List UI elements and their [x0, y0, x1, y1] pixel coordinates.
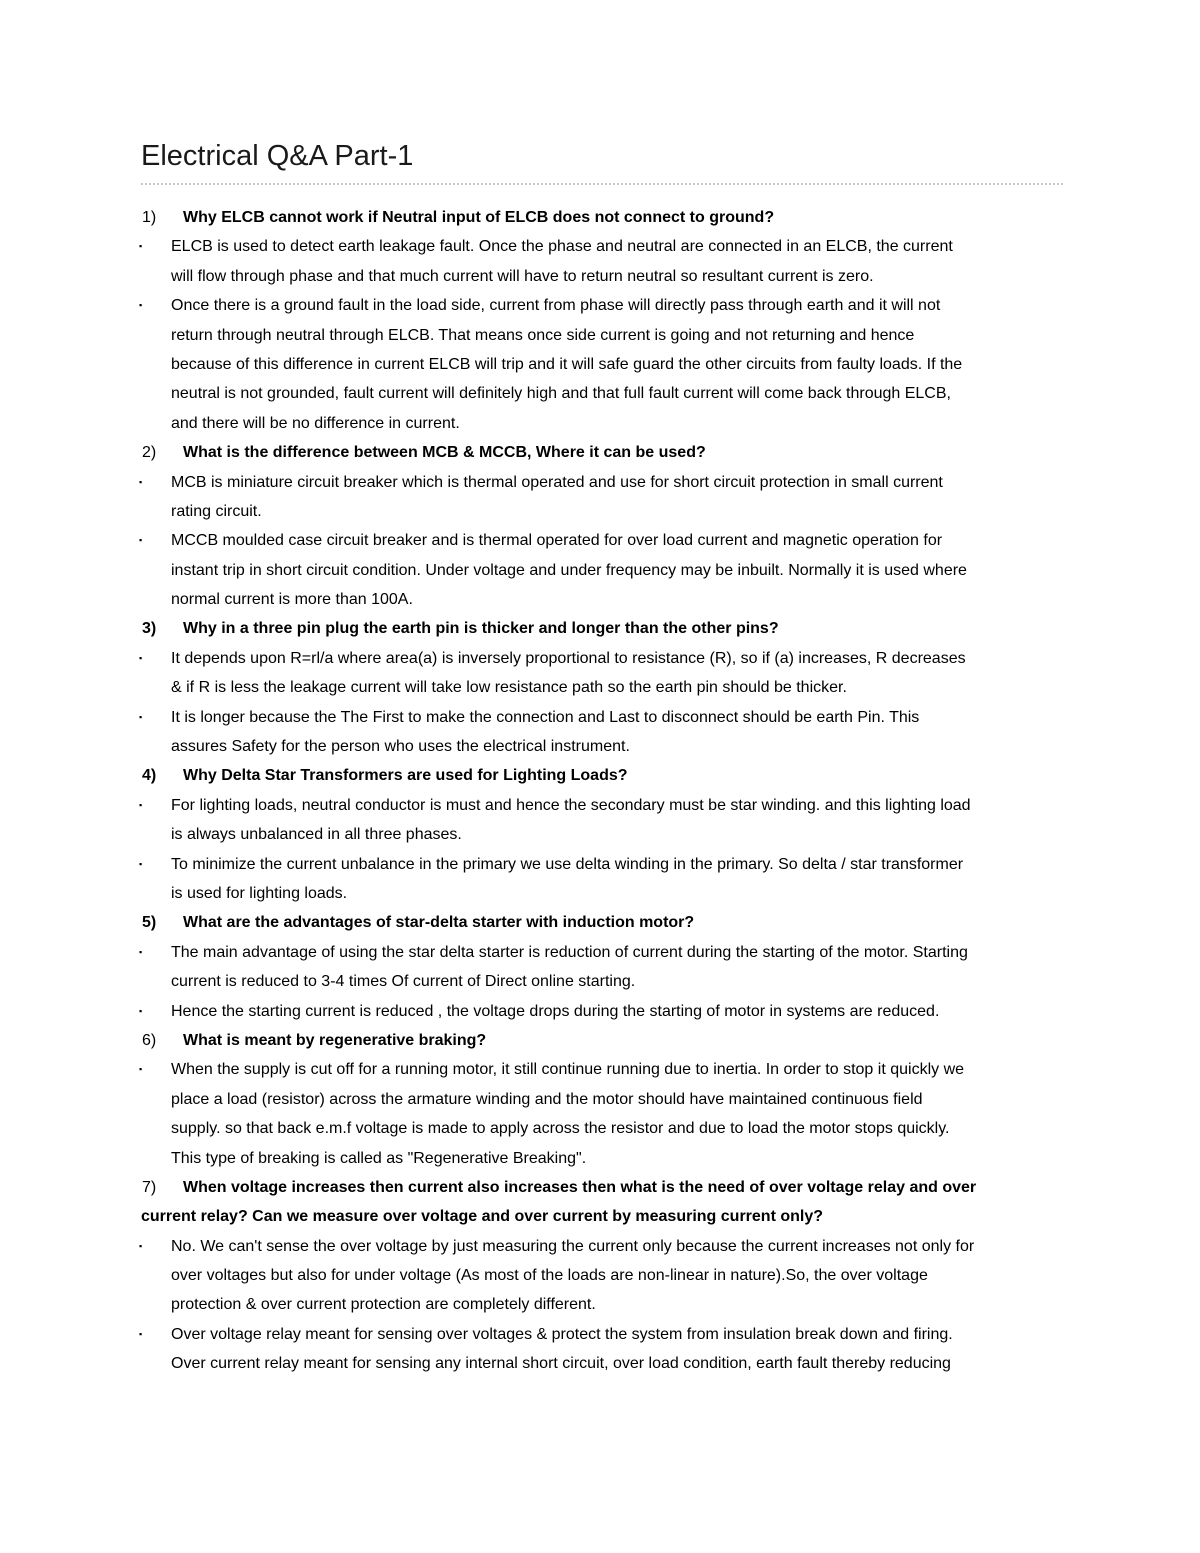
answer-text: & if R is less the leakage current will take low resistance path so the earth pin should be thicker. [171, 679, 847, 697]
answer-line [0, 703, 1200, 732]
answer-line [0, 262, 1200, 291]
square-bullet-icon: ▪ [139, 535, 143, 546]
answer-text: instant trip in short circuit condition. Under voltage and under frequency may be inbuilt. Normally it is used where [171, 561, 967, 579]
answer-text: The main advantage of using the star delta starter is reduction of current during the starting of the motor. Starting [171, 943, 968, 961]
answer-line [0, 967, 1200, 996]
answer-line [0, 732, 1200, 761]
answer-text: current is reduced to 3-4 times Of current of Direct online starting. [171, 973, 636, 991]
answer-text: Over current relay meant for sensing any internal short circuit, over load condition, earth fault thereby reducing [171, 1355, 951, 1373]
square-bullet-icon: ▪ [139, 652, 143, 663]
question-number: 4) [142, 767, 157, 785]
answer-line [0, 1232, 1200, 1261]
answer-line [0, 379, 1200, 408]
square-bullet-icon: ▪ [139, 711, 143, 722]
question-line [0, 614, 1200, 643]
question-text: What are the advantages of star-delta starter with induction motor? [183, 914, 695, 932]
answer-text: This type of breaking is called as "Regenerative Breaking". [171, 1149, 587, 1167]
square-bullet-icon: ▪ [139, 476, 143, 487]
answer-text: will flow through phase and that much current will have to return neutral so resultant current is zero. [171, 267, 874, 285]
question-text: Why in a three pin plug the earth pin is thicker and longer than the other pins? [183, 620, 779, 638]
square-bullet-icon: ▪ [139, 946, 143, 957]
square-bullet-icon: ▪ [139, 1005, 143, 1016]
question-line [0, 908, 1200, 937]
question-line [0, 203, 1200, 232]
question-line [0, 761, 1200, 790]
answer-text: normal current is more than 100A. [171, 591, 413, 609]
answer-line [0, 291, 1200, 320]
answer-line [0, 585, 1200, 614]
qa-content [0, 203, 1200, 1379]
question-text: Why Delta Star Transformers are used for Lighting Loads? [183, 767, 628, 785]
answer-text: ELCB is used to detect earth leakage fault. Once the phase and neutral are connected in an ELCB, the current [171, 238, 953, 256]
answer-text: over voltages but also for under voltage (As most of the loads are non-linear in nature).So, the over voltage [171, 1267, 928, 1285]
question-number: 7) [142, 1178, 157, 1196]
answer-line [0, 232, 1200, 261]
answer-text: protection & over current protection are completely different. [171, 1296, 596, 1314]
answer-line [0, 820, 1200, 849]
answer-text: because of this difference in current ELCB will trip and it will safe guard the other circuits from faulty loads. If the [171, 355, 963, 373]
answer-line [0, 497, 1200, 526]
answer-line [0, 1085, 1200, 1114]
answer-text: When the supply is cut off for a running motor, it still continue running due to inertia. In order to stop it quickly we [171, 1061, 965, 1079]
answer-line [0, 1320, 1200, 1349]
question-number: 1) [142, 209, 157, 226]
answer-line [0, 526, 1200, 555]
document-title: Electrical Q&A Part-1 [141, 140, 414, 172]
question-line [0, 1173, 1200, 1202]
answer-text: and there will be no difference in current. [171, 414, 460, 432]
square-bullet-icon: ▪ [139, 241, 143, 252]
answer-line [0, 644, 1200, 673]
answer-text: supply. so that back e.m.f voltage is made to apply across the resistor and due to load the motor stops quickly. [171, 1120, 950, 1138]
answer-line [0, 350, 1200, 379]
answer-text: is always unbalanced in all three phases. [171, 826, 462, 844]
answer-line [0, 468, 1200, 497]
question-number: 2) [142, 444, 157, 462]
answer-line [0, 1055, 1200, 1084]
question-text: When voltage increases then current also increases then what is the need of over voltage relay and over [183, 1178, 977, 1196]
answer-line [0, 556, 1200, 585]
question-number: 5) [142, 914, 157, 932]
answer-text: To minimize the current unbalance in the primary we use delta winding in the primary. So delta / star transformer [171, 855, 964, 873]
question-text: What is meant by regenerative braking? [183, 1031, 487, 1049]
question-text: Why ELCB cannot work if Neutral input of ELCB does not connect to ground? [183, 209, 775, 226]
answer-line [0, 850, 1200, 879]
answer-line [0, 791, 1200, 820]
answer-text: MCB is miniature circuit breaker which is thermal operated and use for short circuit protection in small current [171, 473, 943, 491]
answer-line [0, 1261, 1200, 1290]
answer-line [0, 1114, 1200, 1143]
title-divider [141, 183, 1063, 185]
answer-text: is used for lighting loads. [171, 884, 348, 902]
question-number: 6) [142, 1031, 157, 1049]
answer-line [0, 409, 1200, 438]
square-bullet-icon: ▪ [139, 1240, 143, 1251]
answer-line [0, 879, 1200, 908]
answer-text: MCCB moulded case circuit breaker and is thermal operated for over load current and magnetic operation for [171, 532, 943, 550]
answer-text: rating circuit. [171, 502, 262, 520]
answer-line [0, 997, 1200, 1026]
square-bullet-icon: ▪ [139, 300, 143, 311]
answer-text: place a load (resistor) across the armature winding and the motor should have maintained continuous field [171, 1090, 923, 1108]
answer-text: For lighting loads, neutral conductor is must and hence the secondary must be star winding. and this lighting load [171, 796, 971, 814]
answer-text: Hence the starting current is reduced , the voltage drops during the starting of motor in systems are reduced. [171, 1002, 940, 1020]
answer-line [0, 321, 1200, 350]
answer-line [0, 1144, 1200, 1173]
question-line [0, 438, 1200, 467]
question-line [0, 1026, 1200, 1055]
square-bullet-icon: ▪ [139, 1064, 143, 1075]
answer-text: It is longer because the The First to make the connection and Last to disconnect should be earth Pin. This [171, 708, 920, 726]
answer-text: Over voltage relay meant for sensing over voltages & protect the system from insulation break down and firing. [171, 1325, 953, 1343]
question-text: What is the difference between MCB & MCCB, Where it can be used? [183, 444, 706, 462]
answer-line [0, 938, 1200, 967]
answer-text: It depends upon R=rl/a where area(a) is inversely proportional to resistance (R), so if (a) increases, R decreases [171, 649, 966, 667]
answer-text: return through neutral through ELCB. That means once side current is going and not returning and hence [171, 326, 915, 344]
answer-text: No. We can't sense the over voltage by just measuring the current only because the current increases not only for [171, 1237, 975, 1255]
answer-line [0, 1349, 1200, 1378]
answer-text: assures Safety for the person who uses the electrical instrument. [171, 738, 630, 756]
answer-text: neutral is not grounded, fault current will definitely high and that full fault current will come back through ELCB, [171, 385, 951, 403]
question-line [0, 1202, 1200, 1231]
square-bullet-icon: ▪ [139, 858, 143, 869]
square-bullet-icon: ▪ [139, 799, 143, 810]
question-number: 3) [142, 620, 157, 638]
question-text: current relay? Can we measure over voltage and over current by measuring current only? [141, 1208, 823, 1226]
square-bullet-icon: ▪ [139, 1328, 143, 1339]
answer-line [0, 1290, 1200, 1319]
answer-line [0, 673, 1200, 702]
answer-text: Once there is a ground fault in the load side, current from phase will directly pass through earth and it will not [171, 297, 941, 315]
